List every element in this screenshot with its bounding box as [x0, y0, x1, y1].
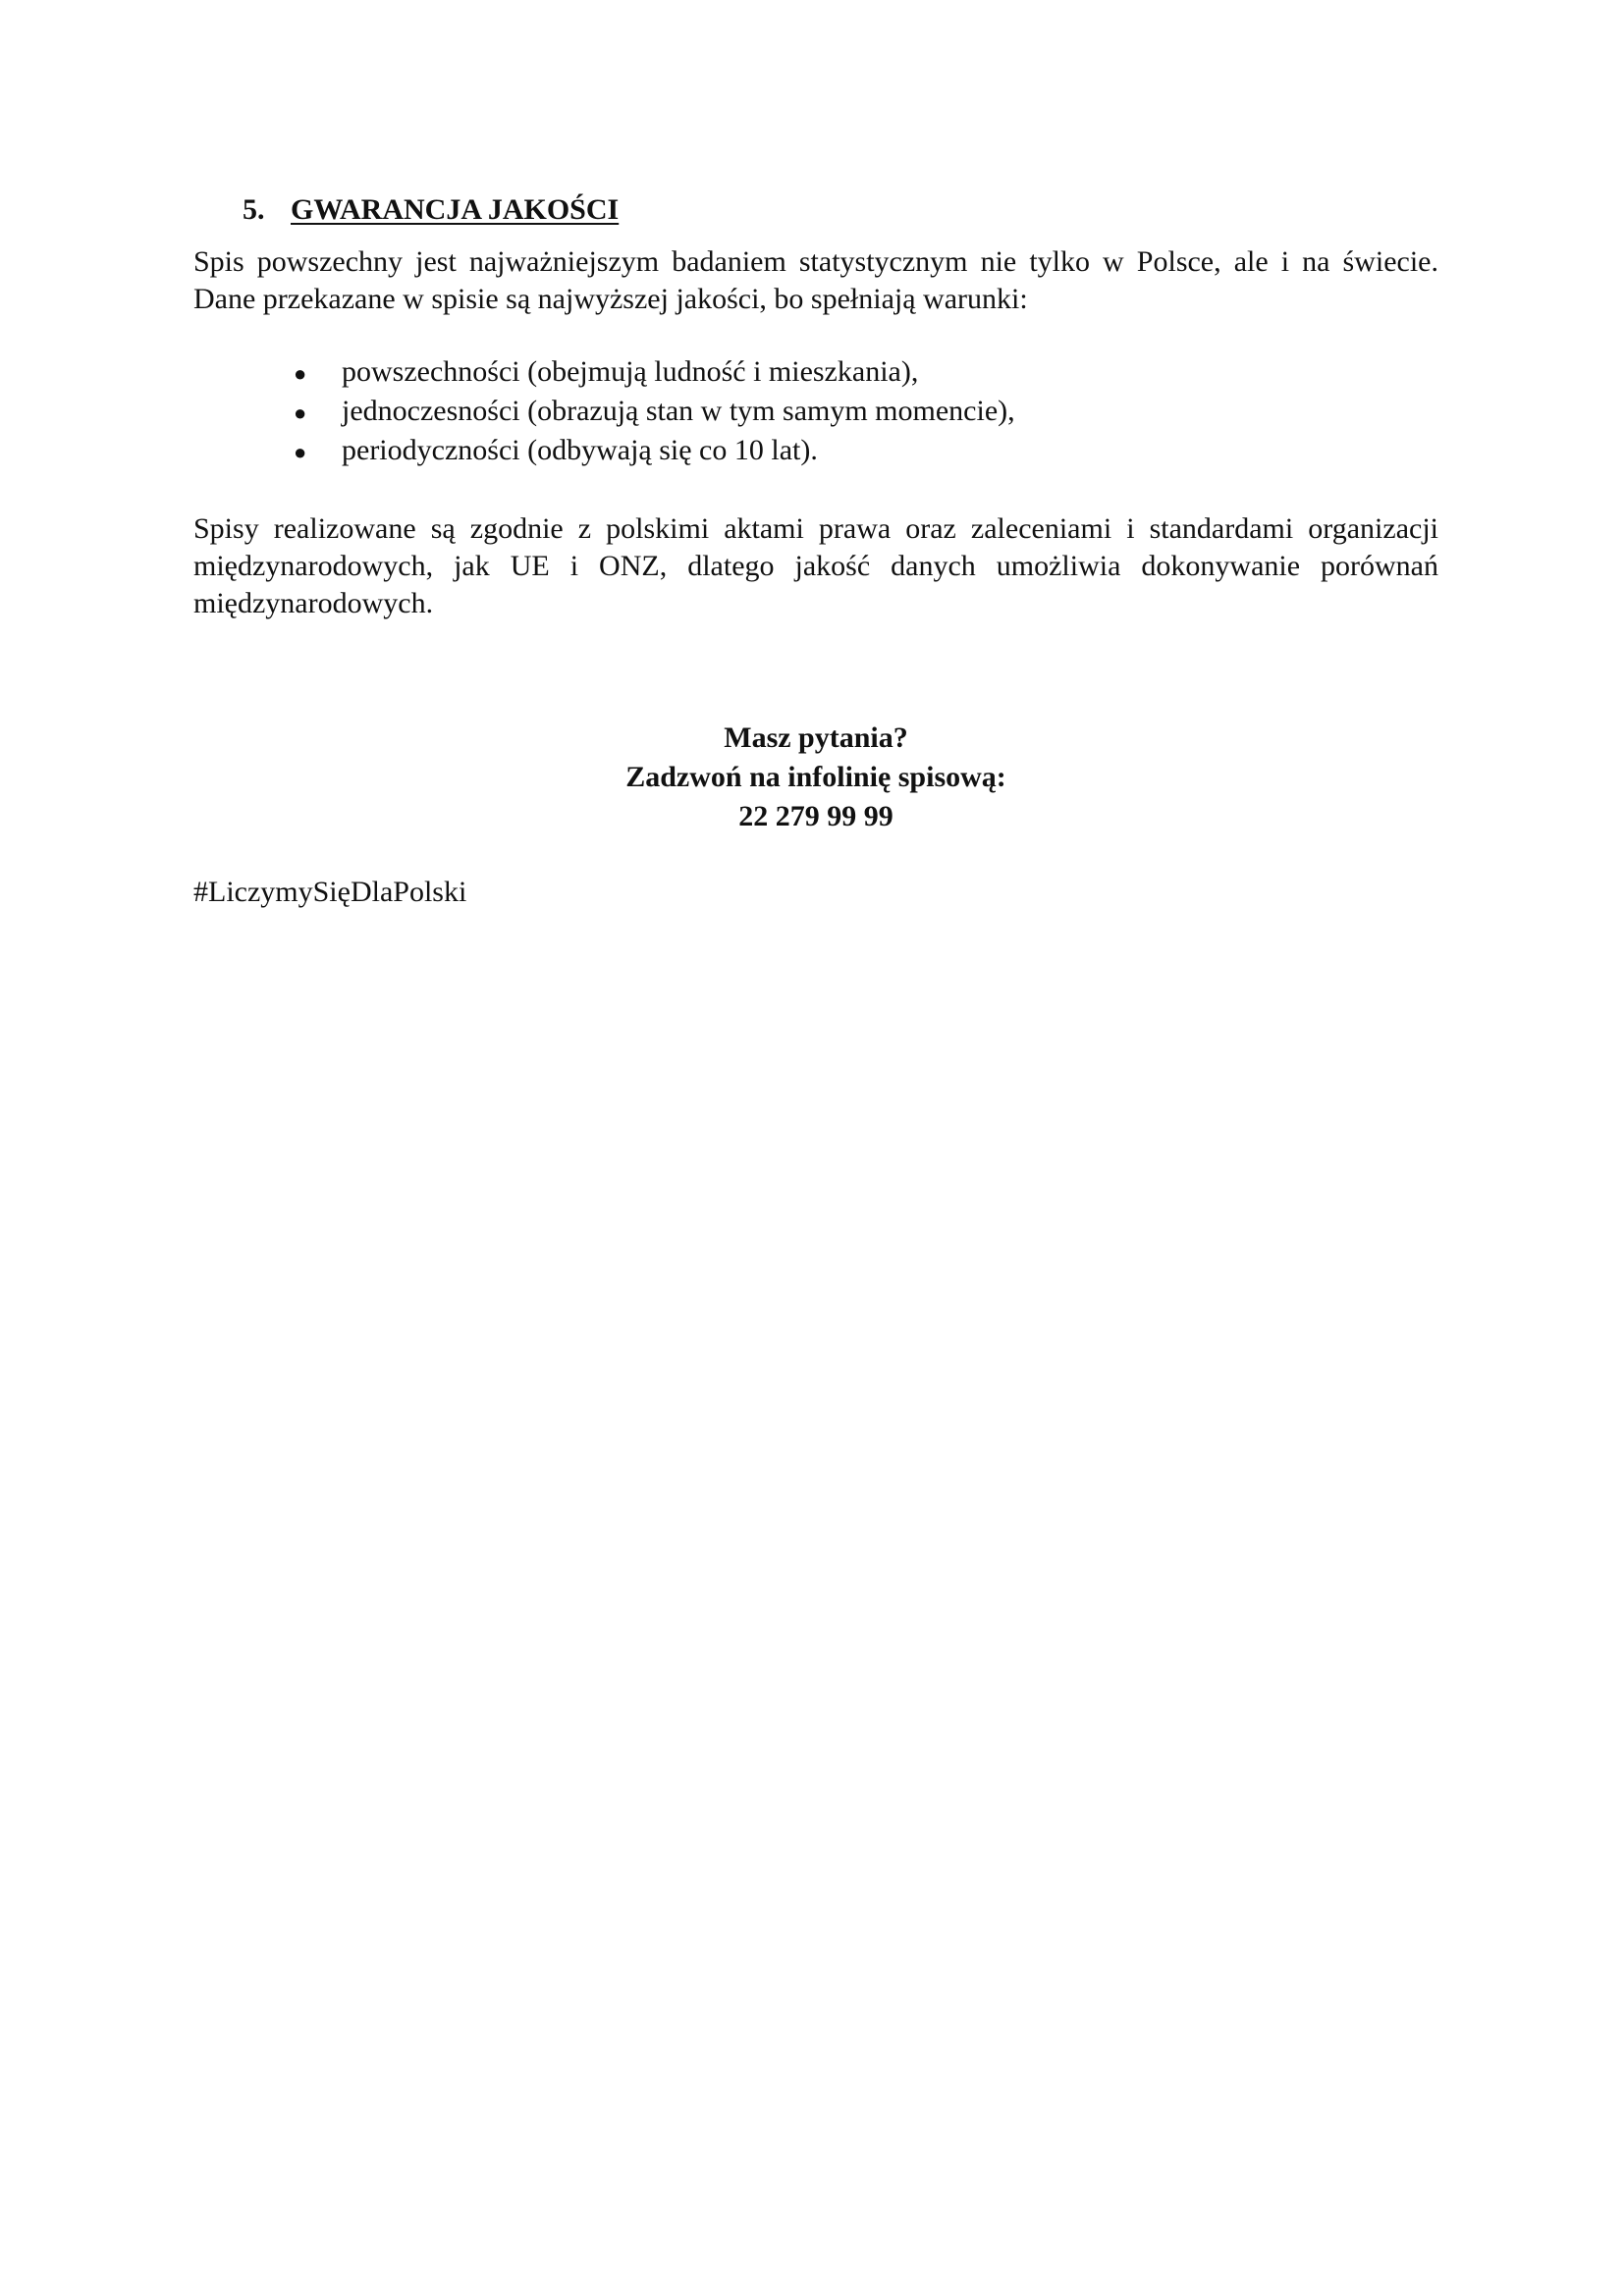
- list-item-text: periodyczności (odbywają się co 10 lat).: [342, 434, 818, 466]
- document-page: [193, 187, 1438, 911]
- hashtag: #LiczymySięDlaPolski: [193, 876, 467, 908]
- list-item-text: jednoczesności (obrazują stan w tym samym momencie),: [342, 395, 1015, 427]
- intro-line-2: Dane przekazane w spisie są najwyższej jakości, bo spełniają warunki:: [193, 283, 1028, 315]
- contact-call: Zadzwoń na infolinię spisową:: [625, 761, 1006, 793]
- list-item: [294, 432, 1438, 471]
- bullet-icon: ●: [294, 440, 307, 464]
- standards-line-2: międzynarodowych, jak UE i ONZ, dlatego jakość danych umożliwia dokonywanie porównań: [193, 550, 1438, 582]
- contact-question: Masz pytania?: [724, 721, 908, 754]
- contact-block: [193, 719, 1438, 836]
- list-item-text: powszechności (obejmują ludność i mieszkania),: [342, 355, 919, 388]
- intro-line-1: Spis powszechny jest najważniejszym badaniem statystycznym nie tylko w Polsce, ale i na świecie.: [193, 245, 1438, 278]
- bullet-icon: ●: [294, 400, 307, 425]
- list-item: [294, 353, 1438, 393]
- list-item: [294, 393, 1438, 432]
- standards-line-1: Spisy realizowane są zgodnie z polskimi aktami prawa oraz zaleceniami i standardami organizacji: [193, 512, 1438, 545]
- section-title: GWARANCJA JAKOŚCI: [291, 193, 620, 226]
- bullet-icon: ●: [294, 361, 307, 386]
- section-heading: [243, 187, 1438, 234]
- section-number: 5.: [243, 193, 265, 226]
- standards-line-3: międzynarodowych.: [193, 587, 434, 619]
- intro-paragraph: [193, 243, 1438, 318]
- conditions-list: [193, 353, 1438, 471]
- contact-phone: 22 279 99 99: [738, 800, 893, 832]
- standards-paragraph: [193, 510, 1438, 622]
